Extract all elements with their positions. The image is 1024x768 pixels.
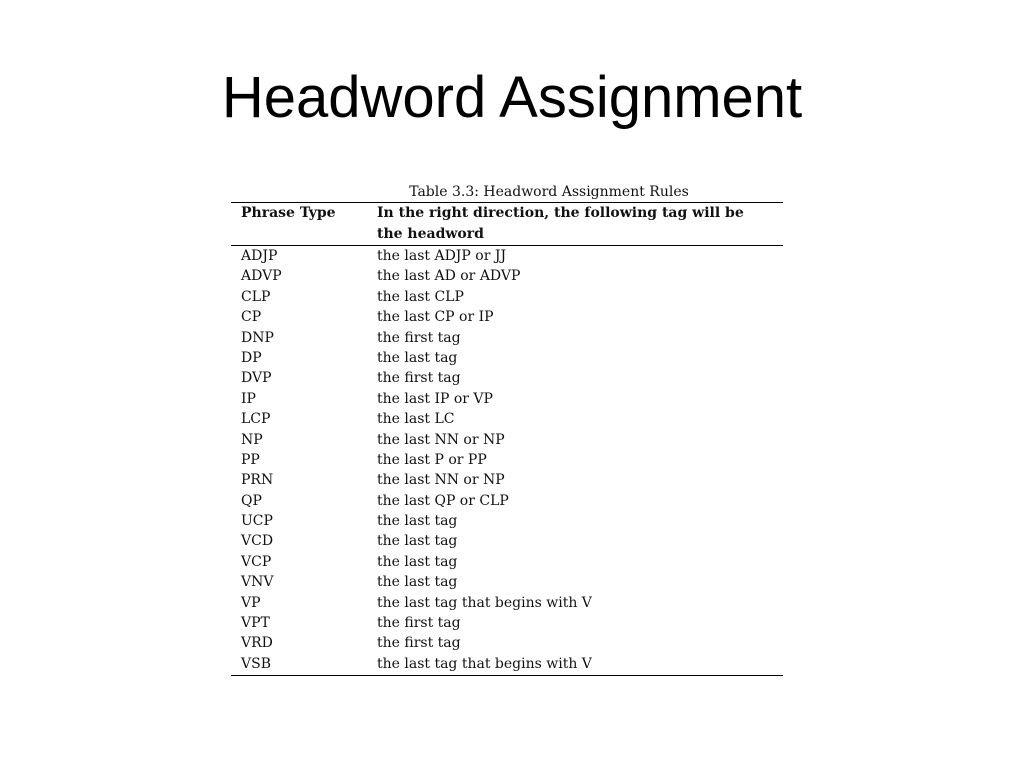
- headword-rule-cell: the last tag: [377, 349, 458, 366]
- phrase-type-cell: ADJP: [241, 248, 278, 264]
- headword-rule-cell: the first tag: [377, 370, 461, 387]
- headword-rule-cell: the last AD or ADVP: [377, 268, 521, 285]
- table-row: [231, 430, 783, 450]
- table-row: [231, 246, 783, 266]
- phrase-type-cell: UCP: [241, 513, 273, 530]
- headword-rule-cell: the last tag: [377, 553, 458, 570]
- phrase-type-cell: ADVP: [241, 268, 282, 285]
- headword-rule-cell: the last ADJP or JJ: [377, 248, 507, 264]
- table-row: [231, 491, 783, 511]
- phrase-type-cell: LCP: [241, 411, 271, 428]
- phrase-type-cell: VPT: [241, 615, 270, 632]
- table-row: [231, 409, 783, 429]
- table-bottom-rule: [231, 675, 783, 676]
- table-row: [231, 654, 783, 674]
- headword-rule-cell: the last IP or VP: [377, 390, 493, 407]
- headword-rule-cell: the last NN or NP: [377, 431, 505, 448]
- phrase-type-cell: CP: [241, 309, 262, 326]
- phrase-type-cell: QP: [241, 492, 262, 509]
- table-row: [231, 633, 783, 653]
- table-row: [231, 368, 783, 388]
- headword-rule-cell: the last tag: [377, 574, 458, 591]
- table-caption: Table 3.3: Headword Assignment Rules: [409, 184, 689, 200]
- headword-rule-cell: the first tag: [377, 615, 461, 632]
- headword-rule-cell: the last LC: [377, 411, 455, 428]
- phrase-type-cell: VP: [241, 594, 261, 611]
- phrase-type-cell: DP: [241, 349, 262, 366]
- header-rule: [377, 203, 783, 244]
- headword-rule-cell: the last tag: [377, 533, 458, 550]
- header-rule-line-1: In the right direction, the following tag will be: [377, 205, 744, 221]
- phrase-type-cell: VCD: [241, 533, 274, 550]
- table-row: [231, 450, 783, 470]
- headword-rule-cell: the last P or PP: [377, 451, 487, 468]
- slide-title: Headword Assignment: [221, 65, 803, 130]
- table-row: [231, 552, 783, 572]
- phrase-type-cell: VNV: [241, 574, 274, 591]
- phrase-type-cell: DNP: [241, 329, 274, 346]
- table-body: [231, 246, 783, 675]
- header-phrase-type: Phrase Type: [241, 205, 336, 221]
- table-row: [231, 328, 783, 348]
- table-row: [231, 593, 783, 613]
- phrase-type-cell: IP: [241, 390, 256, 407]
- table-row: [231, 348, 783, 368]
- phrase-type-cell: VCP: [241, 553, 272, 570]
- headword-rule-cell: the last CLP: [377, 288, 464, 305]
- table-row: [231, 389, 783, 409]
- table-row: [231, 470, 783, 490]
- headword-rule-cell: the last tag that begins with V: [377, 655, 592, 672]
- phrase-type-cell: NP: [241, 431, 263, 448]
- headword-rule-cell: the last NN or NP: [377, 472, 505, 489]
- phrase-type-cell: DVP: [241, 370, 272, 387]
- table-row: [231, 572, 783, 592]
- table-row: [231, 613, 783, 633]
- table-row: [231, 287, 783, 307]
- phrase-type-cell: CLP: [241, 288, 271, 305]
- table-row: [231, 266, 783, 286]
- header-rule-line-2: the headword: [377, 225, 484, 242]
- headword-rule-cell: the last tag: [377, 513, 458, 530]
- table-row: [231, 307, 783, 327]
- phrase-type-cell: PP: [241, 451, 260, 468]
- headword-rule-cell: the last CP or IP: [377, 309, 494, 326]
- headword-rules-table: [231, 182, 783, 676]
- headword-rule-cell: the first tag: [377, 329, 461, 346]
- table-row: [231, 511, 783, 531]
- table-header-row: [231, 203, 783, 245]
- headword-rule-cell: the first tag: [377, 635, 461, 652]
- phrase-type-cell: VRD: [241, 635, 273, 652]
- headword-rule-cell: the last tag that begins with V: [377, 594, 592, 611]
- phrase-type-cell: VSB: [241, 655, 271, 672]
- phrase-type-cell: PRN: [241, 472, 274, 489]
- table-row: [231, 531, 783, 551]
- headword-rule-cell: the last QP or CLP: [377, 492, 509, 509]
